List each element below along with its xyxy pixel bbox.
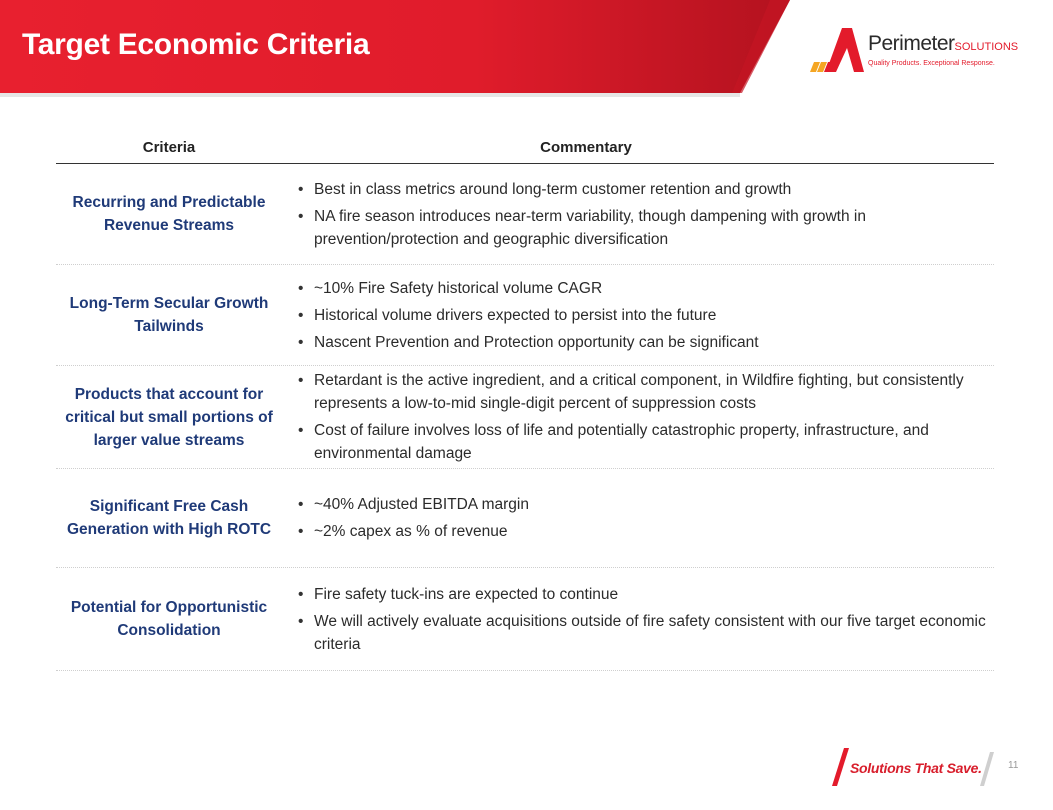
page-number: 11 [1008,760,1019,771]
table-row [56,568,994,671]
commentary-bullet: • Best in class metrics around long-term customer retention and growth [296,178,994,201]
criteria-cell: Potential for Opportunistic Consolidation [70,599,268,639]
criteria-cell: Long-Term Secular Growth Tailwinds [69,295,269,335]
criteria-cell: Recurring and Predictable Revenue Streams [72,194,266,234]
logo-suffix: SOLUTIONS [954,41,1019,53]
table-row [56,366,994,469]
commentary-bullet: • Fire safety tuck-ins are expected to continue [296,583,994,606]
table-row [56,265,994,366]
commentary-bullet: • ~2% capex as % of revenue [296,520,994,543]
page-title: Target Economic Criteria [22,28,370,61]
table-row [56,469,994,568]
commentary-bullet: • ~40% Adjusted EBITDA margin [296,493,994,516]
table-row [56,164,994,265]
header-banner [0,0,1053,100]
commentary-bullet: • Retardant is the active ingredient, and a critical component, in Wildfire fighting, but consistently represents a low-to-mid single-digit percent of suppression costs [296,369,994,415]
commentary-bullet: • ~10% Fire Safety historical volume CAGR [296,277,994,300]
logo-name: Perimeter [868,32,955,55]
footer-slogan: Solutions That Save. [850,760,982,776]
criteria-column-header: Criteria [142,139,196,156]
criteria-cell: Significant Free Cash Generation with High ROTC [66,498,272,538]
table-header [56,136,994,164]
perimeter-logo [806,26,1021,76]
criteria-cell: Products that account for critical but small portions of larger value streams [65,385,273,449]
commentary-bullet: • We will actively evaluate acquisitions outside of fire safety consistent with our five target economic criteria [296,610,994,656]
commentary-bullet: • Cost of failure involves loss of life and potentially catastrophic property, infrastructure, and environmental damage [296,419,994,465]
commentary-bullet: • NA fire season introduces near-term variability, though dampening with growth in prevention/protection and geographic diversification [296,205,994,251]
criteria-table [56,136,994,671]
commentary-bullet: • Historical volume drivers expected to persist into the future [296,304,994,327]
logo-tagline: Quality Products. Exceptional Response. [868,60,995,67]
logo-mark-icon [806,26,866,76]
commentary-bullet: • Nascent Prevention and Protection opportunity can be significant [296,331,994,354]
footer-slogan-logo [830,748,1000,788]
commentary-column-header: Commentary [540,139,632,156]
